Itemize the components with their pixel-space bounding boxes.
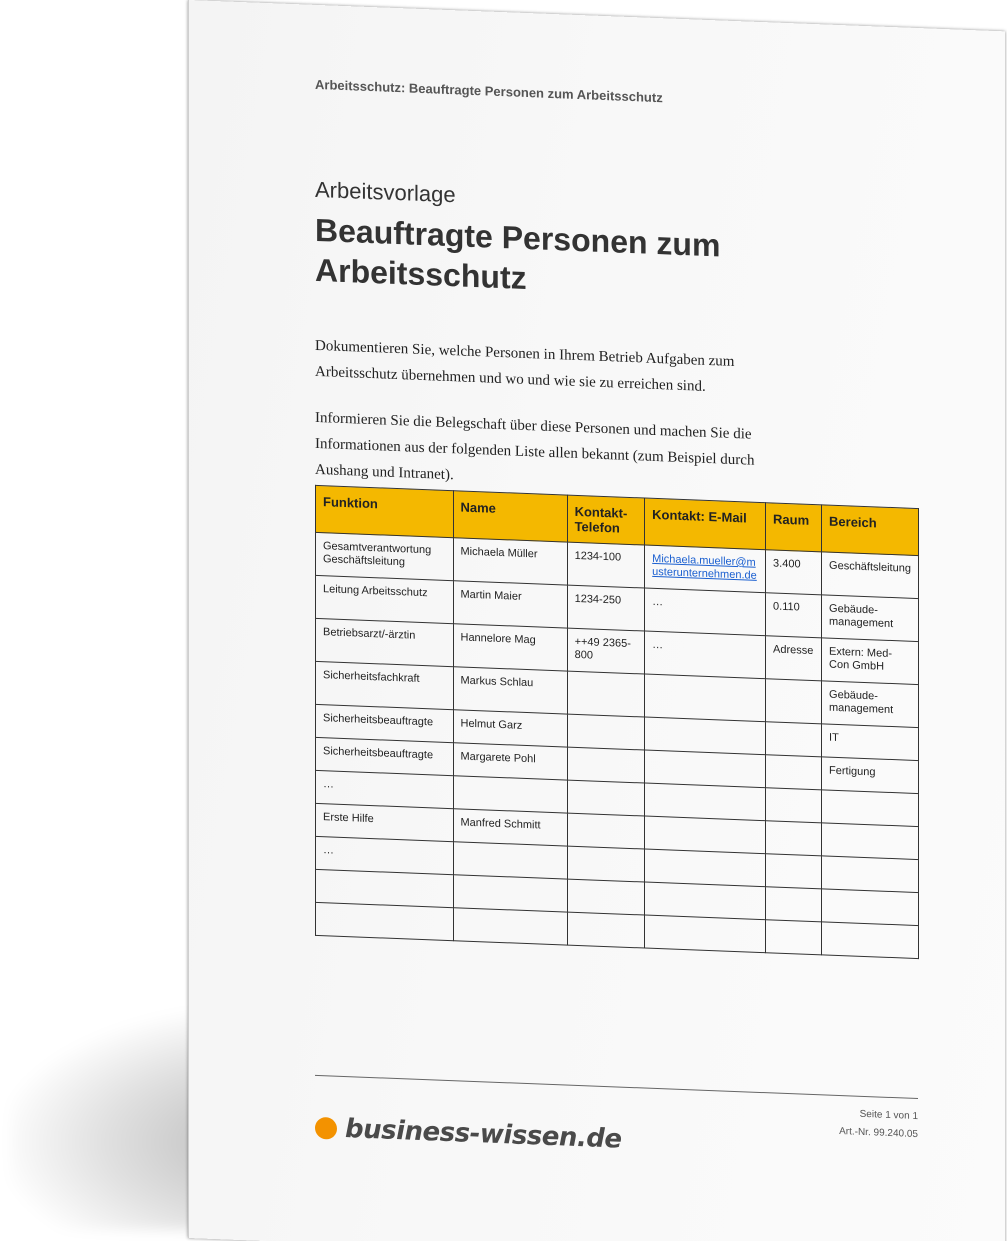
running-header: Arbeitsschutz: Beauftragte Personen zum Arbeitsschutz	[315, 76, 663, 106]
cell-raum	[766, 679, 822, 724]
cell-funktion	[316, 869, 454, 907]
cell-raum	[766, 854, 822, 889]
header-funktion: Funktion	[316, 485, 454, 537]
cell-bereich	[822, 922, 919, 959]
cell-telefon: 1234-250	[567, 585, 645, 631]
cell-funktion: Sicherheitsfachkraft	[316, 661, 454, 709]
cell-email	[645, 849, 766, 887]
cell-raum: 3.400	[766, 550, 822, 595]
cell-name: Markus Schlau	[453, 667, 567, 714]
cell-raum: Adresse	[766, 636, 822, 681]
cell-raum	[766, 887, 822, 922]
cell-telefon	[567, 813, 645, 849]
logo-dot-icon	[315, 1117, 337, 1140]
email-link[interactable]: Michaela.mueller@musterunternehmen.de	[652, 552, 757, 582]
cell-name: Manfred Schmitt	[453, 809, 567, 846]
cell-name: Hannelore Mag	[453, 624, 567, 671]
cell-funktion: Sicherheitsbeauftragte	[316, 704, 454, 742]
cell-email	[645, 674, 766, 722]
cell-telefon	[567, 912, 645, 948]
cell-email	[645, 750, 766, 788]
cell-funktion: …	[316, 770, 454, 808]
cell-funktion: Leitung Arbeitsschutz	[316, 575, 454, 623]
intro-paragraph-1: Dokumentieren Sie, welche Personen in Ihrem Betrieb Aufgaben zum Arbeitsschutz übernehmen und wo und wie sie zu erreichen sind.	[315, 337, 735, 395]
header-name: Name	[453, 491, 567, 542]
article-number: Art.-Nr. 99.240.05	[839, 1126, 918, 1141]
document-page	[188, 0, 1005, 1241]
cell-email	[645, 816, 766, 854]
document-title: Beauftragte Personen zum Arbeitsschutz	[315, 211, 721, 297]
cell-funktion: Betriebsarzt/-ärztin	[316, 618, 454, 666]
header-kontakt-telefon: Kontakt-Telefon	[567, 495, 645, 545]
cell-bereich	[822, 856, 919, 893]
cell-email	[645, 915, 766, 953]
cell-telefon	[567, 846, 645, 882]
cell-funktion: Gesamtverantwortung Geschäftsleitung	[316, 532, 454, 580]
cell-raum	[766, 788, 822, 823]
intro-paragraph-2: Informieren Sie die Belegschaft über diese Personen und machen Sie die Informationen aus der folgenden Liste allen bekannt (zum Beispiel durch Aushang und Intranet).	[315, 409, 755, 484]
cell-name: Michaela Müller	[453, 538, 567, 585]
header-kontakt-email: Kontakt: E-Mail	[645, 498, 766, 550]
persons-table	[315, 485, 919, 959]
cell-raum	[766, 920, 822, 955]
cell-email: …	[645, 631, 766, 679]
header-bereich: Bereich	[822, 505, 919, 556]
cell-bereich: Extern: Med-Con GmbH	[822, 638, 919, 685]
footer-divider	[315, 1075, 918, 1099]
cell-name	[453, 842, 567, 879]
cell-bereich: Fertigung	[822, 757, 919, 794]
brand-logo	[315, 1113, 622, 1155]
cell-bereich: Gebäude-management	[822, 681, 919, 728]
cell-name	[453, 908, 567, 945]
cell-bereich	[822, 889, 919, 926]
cell-email	[645, 717, 766, 755]
cell-telefon: ++49 2365-800	[567, 628, 645, 674]
cell-email	[645, 545, 766, 593]
cell-name	[453, 776, 567, 813]
cell-raum	[766, 722, 822, 757]
cell-funktion: Sicherheitsbeauftragte	[316, 737, 454, 775]
cell-email: …	[645, 588, 766, 636]
cell-email	[645, 783, 766, 821]
cell-funktion: …	[316, 836, 454, 874]
cell-telefon	[567, 714, 645, 750]
cell-bereich	[822, 790, 919, 827]
logo-text: business-wissen.de	[345, 1114, 622, 1155]
cell-raum: 0.110	[766, 593, 822, 638]
cell-telefon	[567, 780, 645, 816]
cell-funktion: Erste Hilfe	[316, 803, 454, 841]
document-subtitle: Arbeitsvorlage	[315, 176, 456, 208]
cell-bereich: IT	[822, 724, 919, 761]
cell-bereich: Gebäude-management	[822, 595, 919, 642]
cell-raum	[766, 755, 822, 790]
cell-telefon	[567, 879, 645, 915]
page-info	[839, 1105, 918, 1144]
cell-name	[453, 875, 567, 912]
page-content	[315, 5, 920, 1155]
cell-bereich	[822, 823, 919, 860]
cell-funktion	[316, 902, 454, 940]
cell-name: Margarete Pohl	[453, 743, 567, 780]
cell-telefon	[567, 671, 645, 717]
cell-bereich: Geschäftsleitung	[822, 552, 919, 599]
cell-name: Helmut Garz	[453, 710, 567, 747]
page-number: Seite 1 von 1	[859, 1108, 918, 1123]
cell-name: Martin Maier	[453, 581, 567, 628]
cell-telefon	[567, 747, 645, 783]
cell-email	[645, 882, 766, 920]
cell-telefon: 1234-100	[567, 542, 645, 588]
cell-raum	[766, 821, 822, 856]
header-raum: Raum	[766, 503, 822, 552]
